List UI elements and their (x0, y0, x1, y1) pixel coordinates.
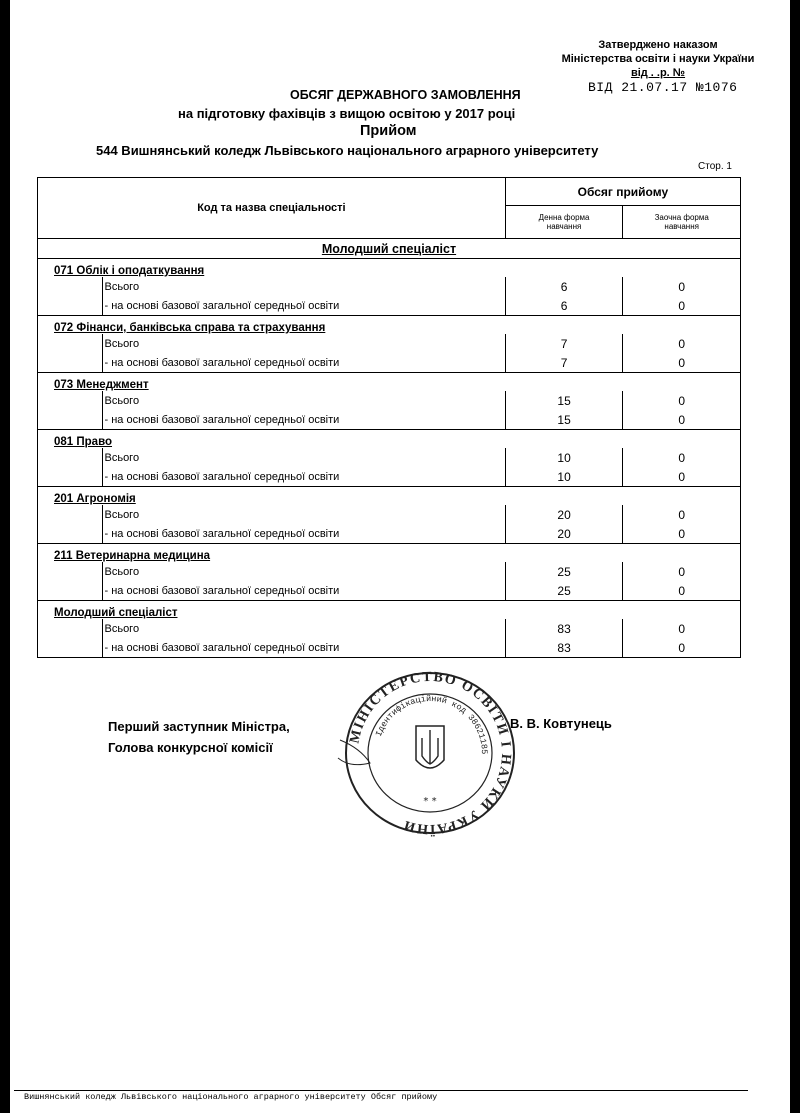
row-label: Всього (102, 334, 505, 353)
approval-line-1: Затверджено наказом (598, 39, 718, 51)
indent-cell (38, 619, 103, 638)
doc-title: ОБСЯГ ДЕРЖАВНОГО ЗАМОВЛЕННЯ (290, 88, 521, 102)
indent-cell (38, 410, 103, 430)
approval-line-2: Міністерства освіти і науки України (561, 53, 755, 65)
row-label: Всього (102, 562, 505, 581)
table-row-total (38, 505, 741, 524)
table-row-total (38, 562, 741, 581)
day-form-value: 83 (505, 619, 623, 638)
table-row-total (38, 391, 741, 410)
header-day-form: Денна форма навчання (505, 206, 623, 239)
day-form-value: 15 (505, 410, 623, 430)
specialty-name: 071 Облік і оподаткування (38, 259, 741, 278)
admission-table (37, 177, 741, 658)
header-extramural-form: Заочна форма навчання (623, 206, 741, 239)
handwritten-order-number: ВІД 21.07.17 №1076 (588, 80, 738, 95)
svg-text:* *: * * (423, 796, 437, 807)
approval-line-3: від . .р. № (630, 67, 686, 79)
extramural-form-value: 0 (623, 334, 741, 353)
row-label: - на основі базової загальної середньої освіти (102, 410, 505, 430)
header-admission-volume: Обсяг прийому (505, 178, 740, 206)
indent-cell (38, 638, 103, 658)
extramural-form-value: 0 (623, 505, 741, 524)
table-row-basic (38, 581, 741, 601)
signatory-name: В. В. Ковтунець (510, 716, 612, 731)
day-form-value: 25 (505, 581, 623, 601)
doc-heading-admission: Прийом (360, 123, 417, 139)
extramural-form-value: 0 (623, 638, 741, 658)
indent-cell (38, 562, 103, 581)
row-label: Всього (102, 505, 505, 524)
indent-cell (38, 467, 103, 487)
specialty-header-row (38, 316, 741, 335)
indent-cell (38, 334, 103, 353)
education-level-heading: Молодший спеціаліст (38, 239, 741, 259)
signatory-position: Перший заступник Міністра, Голова конкурсної комісії (108, 719, 290, 755)
extramural-form-value: 0 (623, 448, 741, 467)
day-form-value: 83 (505, 638, 623, 658)
specialty-name: 073 Менеджмент (38, 373, 741, 392)
specialty-name: Молодший спеціаліст (38, 601, 741, 620)
specialty-header-row (38, 544, 741, 563)
row-label: - на основі базової загальної середньої освіти (102, 353, 505, 373)
svg-text:МІНІСТЕРСТВО ОСВІТИ І НАУКИ УК: МІНІСТЕРСТВО ОСВІТИ І НАУКИ УКРАЇНИ (347, 669, 514, 837)
extramural-form-value: 0 (623, 467, 741, 487)
indent-cell (38, 524, 103, 544)
table-row-total (38, 277, 741, 296)
indent-cell (38, 505, 103, 524)
extramural-form-value: 0 (623, 524, 741, 544)
day-form-value: 10 (505, 467, 623, 487)
indent-cell (38, 353, 103, 373)
official-seal (330, 668, 530, 838)
row-label: Всього (102, 619, 505, 638)
table-row-basic (38, 353, 741, 373)
document-page (10, 0, 790, 1113)
table-row-basic (38, 638, 741, 658)
table-row-total (38, 334, 741, 353)
page-footer: Вишнянський коледж Львівського національного аграрного університету Обсяг прийому (24, 1092, 438, 1102)
day-form-value: 25 (505, 562, 623, 581)
specialty-header-row (38, 373, 741, 392)
indent-cell (38, 277, 103, 296)
doc-subtitle: на підготовку фахівців з вищою освітою у 2017 році (178, 106, 516, 121)
table-row-basic (38, 524, 741, 544)
specialty-name: 072 Фінанси, банківська справа та страхування (38, 316, 741, 335)
indent-cell (38, 448, 103, 467)
specialty-name: 211 Ветеринарна медицина (38, 544, 741, 563)
extramural-form-value: 0 (623, 619, 741, 638)
table-row-total (38, 448, 741, 467)
day-form-value: 20 (505, 505, 623, 524)
footer-rule (14, 1090, 748, 1091)
header-specialty: Код та назва спеціальності (38, 178, 506, 239)
row-label: - на основі базової загальної середньої освіти (102, 581, 505, 601)
row-label: Всього (102, 391, 505, 410)
page-number: Стор. 1 (698, 161, 732, 172)
specialty-header-row (38, 601, 741, 620)
extramural-form-value: 0 (623, 277, 741, 296)
row-label: - на основі базової загальної середньої освіти (102, 524, 505, 544)
specialty-header-row (38, 487, 741, 506)
table-row-basic (38, 410, 741, 430)
indent-cell (38, 296, 103, 316)
day-form-value: 6 (505, 296, 623, 316)
day-form-value: 20 (505, 524, 623, 544)
row-label: - на основі базової загальної середньої освіти (102, 467, 505, 487)
row-label: - на основі базової загальної середньої освіти (102, 296, 505, 316)
extramural-form-value: 0 (623, 296, 741, 316)
table-row-basic (38, 467, 741, 487)
specialty-name: 081 Право (38, 430, 741, 449)
extramural-form-value: 0 (623, 410, 741, 430)
day-form-value: 15 (505, 391, 623, 410)
svg-text:Ідентифікаційний код 38621185: Ідентифікаційний код 38621185 (373, 693, 490, 755)
extramural-form-value: 0 (623, 391, 741, 410)
extramural-form-value: 0 (623, 581, 741, 601)
indent-cell (38, 581, 103, 601)
day-form-value: 7 (505, 334, 623, 353)
specialty-header-row (38, 259, 741, 278)
specialty-header-row (38, 430, 741, 449)
indent-cell (38, 391, 103, 410)
specialty-name: 201 Агрономія (38, 487, 741, 506)
row-label: Всього (102, 277, 505, 296)
day-form-value: 7 (505, 353, 623, 373)
approval-block (533, 38, 783, 80)
row-label: - на основі базової загальної середньої освіти (102, 638, 505, 658)
extramural-form-value: 0 (623, 353, 741, 373)
day-form-value: 10 (505, 448, 623, 467)
extramural-form-value: 0 (623, 562, 741, 581)
table-row-basic (38, 296, 741, 316)
table-row-total (38, 619, 741, 638)
institution-name: 544 Вишнянський коледж Львівського національного аграрного університету (96, 143, 599, 158)
row-label: Всього (102, 448, 505, 467)
day-form-value: 6 (505, 277, 623, 296)
